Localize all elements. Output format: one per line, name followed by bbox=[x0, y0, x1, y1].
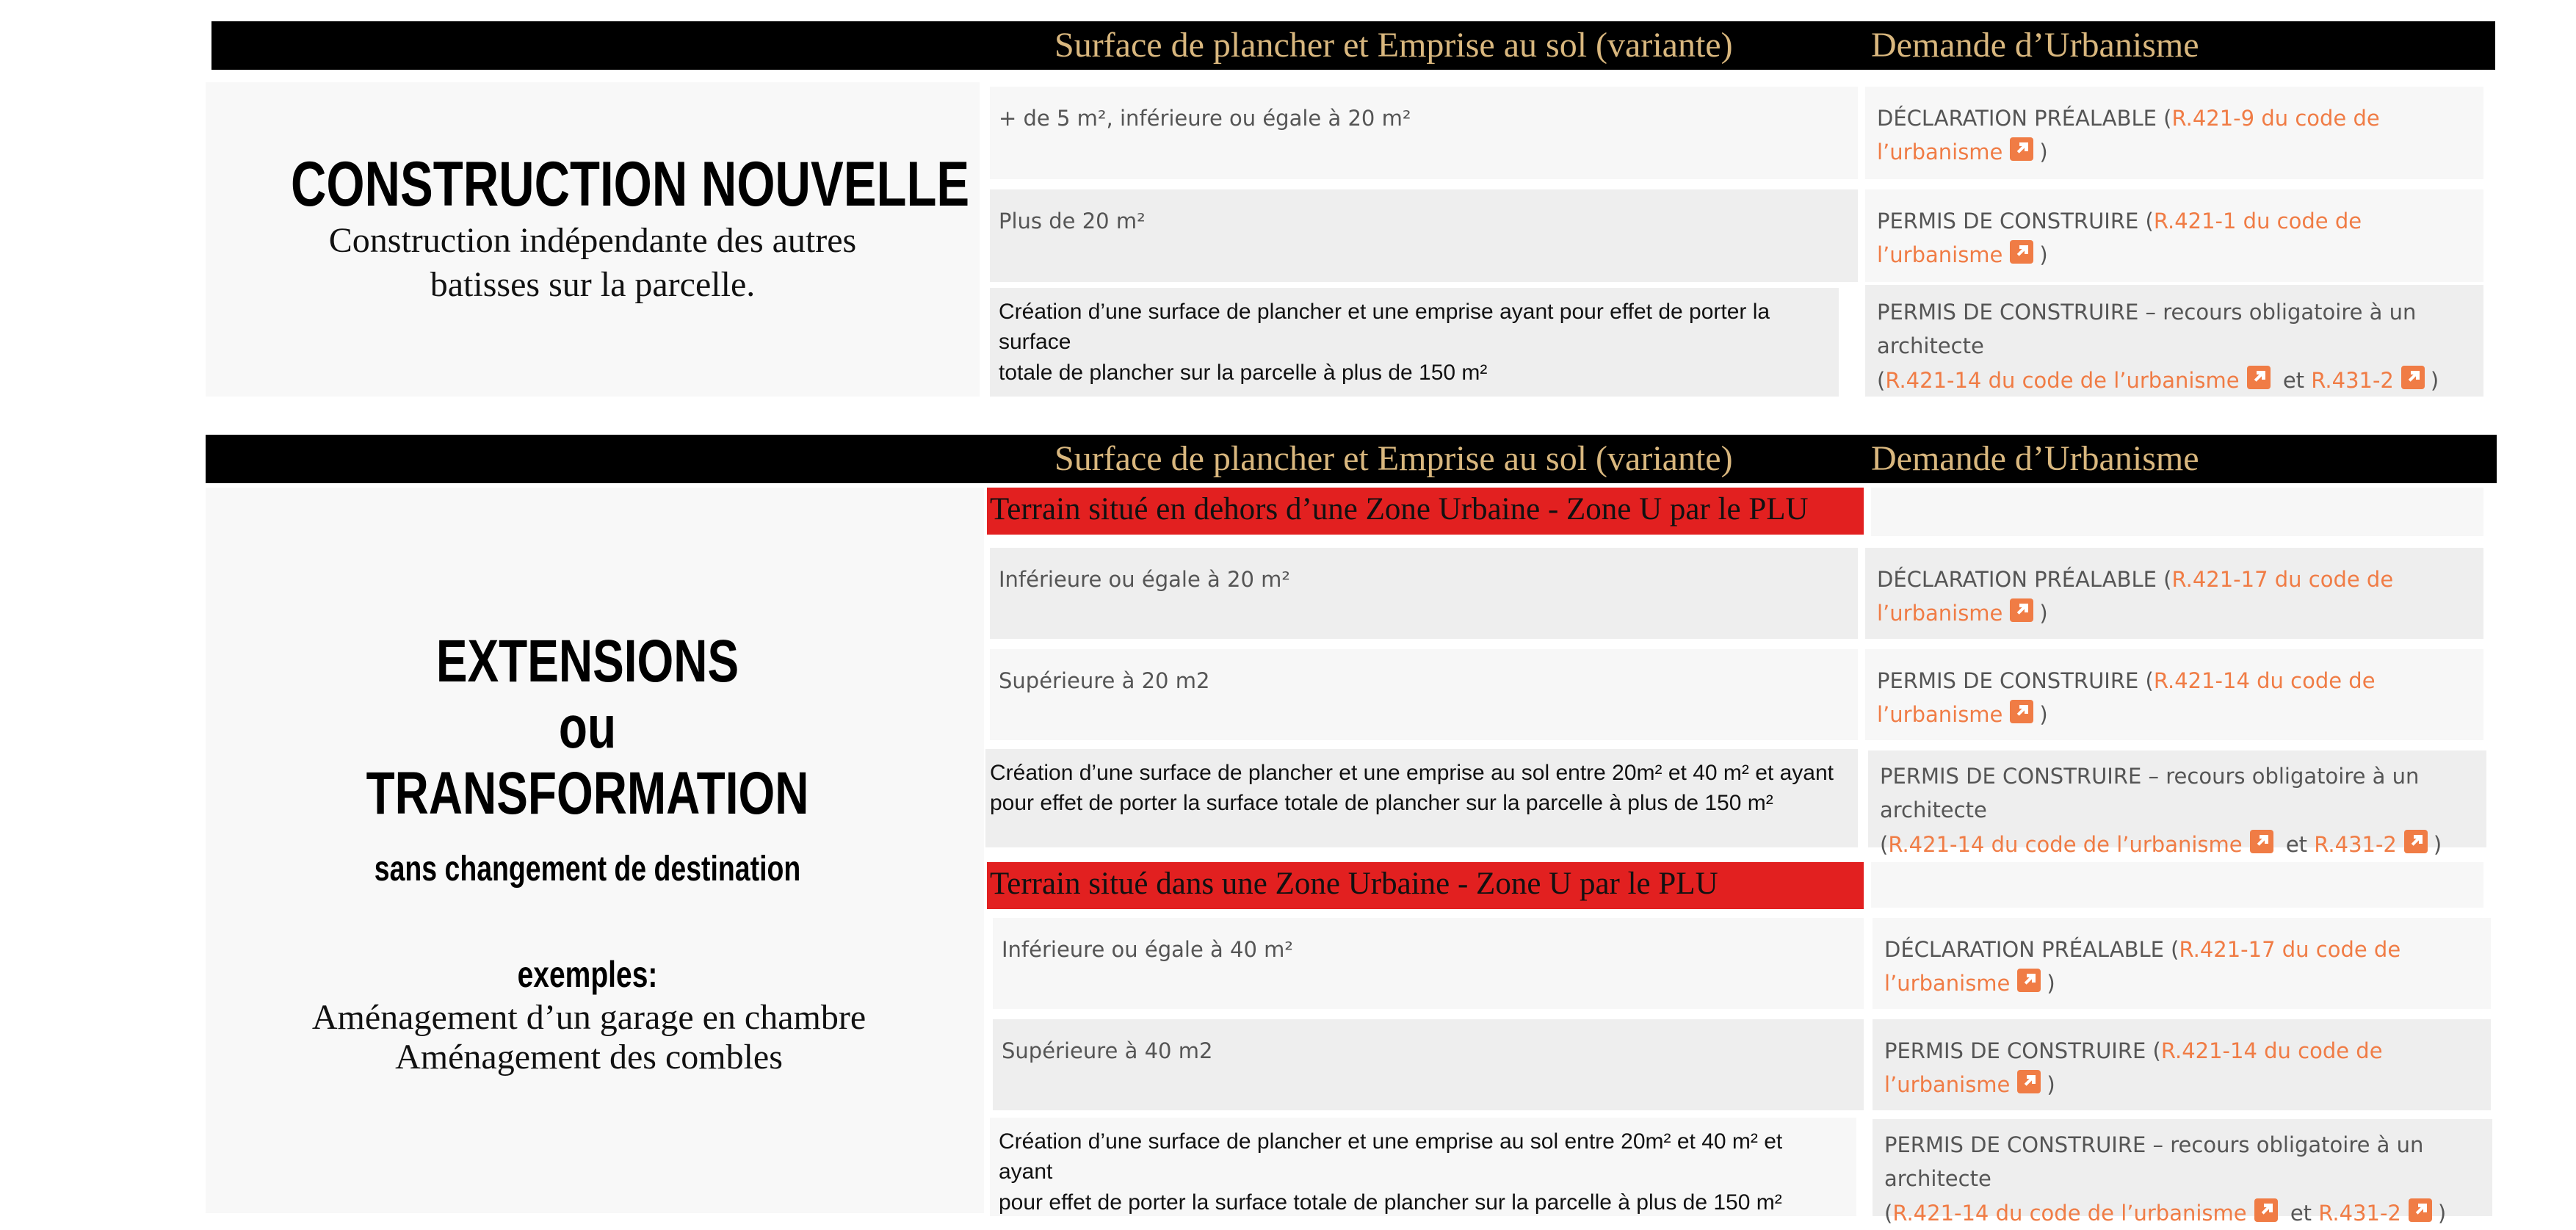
code-link[interactable]: R.421-14 du code de l’urbanisme bbox=[1885, 367, 2240, 393]
close-paren: ) bbox=[2433, 831, 2442, 857]
external-link-icon[interactable] bbox=[2254, 1198, 2278, 1222]
close-paren: ) bbox=[2430, 367, 2439, 393]
section2-example2: Aménagement des combles bbox=[395, 1038, 783, 1077]
surface-text-line2: pour effet de porter la surface totale de plancher sur la parcelle à plus de 150 m² bbox=[999, 1190, 1782, 1215]
outside-row3-surface bbox=[985, 749, 1858, 847]
code-link-2[interactable]: R.431-2 bbox=[2318, 1200, 2401, 1226]
zone-inside-banner: Terrain situé dans une Zone Urbaine - Zone U par le PLU bbox=[987, 862, 1864, 909]
section1-header-surface: Surface de plancher et Emprise au sol (variante) bbox=[1054, 26, 1733, 65]
section1-row1-demande bbox=[1865, 87, 2483, 179]
section2-example1: Aménagement d’un garage en chambre bbox=[311, 998, 866, 1037]
code-link[interactable]: R.421-14 du code de bbox=[2153, 668, 2376, 693]
zone-outside-banner: Terrain situé en dehors d’une Zone Urbaine - Zone U par le PLU bbox=[987, 488, 1864, 535]
open-paren: ( bbox=[1877, 367, 1886, 393]
surface-text: Inférieure ou égale à 20 m² bbox=[999, 567, 1290, 592]
section1-row2-surface bbox=[990, 189, 1858, 282]
demande-text: DÉCLARATION PRÉALABLE ( bbox=[1884, 937, 2179, 962]
close-paren: ) bbox=[2039, 140, 2048, 165]
demande-text: DÉCLARATION PRÉALABLE ( bbox=[1877, 106, 2172, 131]
section2-subtitle: sans changement de destination bbox=[374, 850, 801, 889]
section1-title: CONSTRUCTION NOUVELLE bbox=[290, 149, 970, 220]
inside-row2-surface bbox=[993, 1019, 1864, 1110]
demande-text: PERMIS DE CONSTRUIRE – recours obligatoire à un architecte bbox=[1884, 1132, 2424, 1192]
code-link-cont[interactable]: l’urbanisme bbox=[1877, 140, 2003, 165]
section2-title-line3: TRANSFORMATION bbox=[366, 760, 809, 827]
section1-header-demande: Demande d’Urbanisme bbox=[1871, 26, 2199, 65]
section2-header-surface: Surface de plancher et Emprise au sol (variante) bbox=[1054, 439, 1733, 478]
code-link-cont[interactable]: l’urbanisme bbox=[1884, 971, 2011, 996]
section1-row3-demande bbox=[1865, 285, 2483, 397]
external-link-icon[interactable] bbox=[2017, 1070, 2041, 1093]
surface-text: Inférieure ou égale à 40 m² bbox=[1002, 937, 1293, 962]
section1-subtitle-line1: Construction indépendante des autres bbox=[328, 221, 857, 260]
demande-text: PERMIS DE CONSTRUIRE ( bbox=[1884, 1038, 2161, 1063]
section2-examples-label: exemples: bbox=[517, 954, 658, 995]
close-paren: ) bbox=[2437, 1200, 2447, 1226]
surface-text-line2: pour effet de porter la surface totale de plancher sur la parcelle à plus de 150 m² bbox=[990, 791, 1773, 816]
open-paren: ( bbox=[1880, 831, 1889, 857]
surface-text-line1: Création d’une surface de plancher et une emprise au sol entre 20m² et 40 m² et ayant bbox=[990, 761, 1834, 785]
external-link-icon[interactable] bbox=[2010, 700, 2033, 723]
surface-text-line1: Création d’une surface de plancher et une emprise au sol entre 20m² et 40 m² et ayant bbox=[999, 1129, 1783, 1184]
surface-text-line1: Création d’une surface de plancher et une emprise ayant pour effet de porter la surface bbox=[999, 300, 1770, 355]
surface-text: Plus de 20 m² bbox=[999, 209, 1146, 234]
external-link-icon[interactable] bbox=[2010, 240, 2033, 264]
zone-outside-right-blank bbox=[1871, 488, 2483, 536]
code-link-cont[interactable]: l’urbanisme bbox=[1877, 702, 2003, 728]
surface-text: Supérieure à 40 m2 bbox=[1002, 1038, 1213, 1063]
demande-text: DÉCLARATION PRÉALABLE ( bbox=[1877, 567, 2172, 592]
section2-title-line2: ou bbox=[558, 694, 617, 761]
code-link[interactable]: R.421-14 du code de l’urbanisme bbox=[1888, 831, 2243, 857]
code-link[interactable]: R.421-17 du code de bbox=[2179, 937, 2401, 962]
et-text: et bbox=[2290, 1200, 2312, 1226]
outside-row2-demande bbox=[1865, 649, 2483, 740]
close-paren: ) bbox=[2039, 702, 2048, 728]
demande-text: PERMIS DE CONSTRUIRE – recours obligatoire à un architecte bbox=[1877, 300, 2417, 359]
et-text: et bbox=[2282, 367, 2305, 393]
code-link-2[interactable]: R.431-2 bbox=[2311, 367, 2394, 393]
demande-text: PERMIS DE CONSTRUIRE – recours obligatoire à un architecte bbox=[1880, 764, 2420, 823]
surface-text: Supérieure à 20 m2 bbox=[999, 668, 1210, 693]
external-link-icon[interactable] bbox=[2250, 830, 2273, 853]
zone-inside-right-blank bbox=[1871, 862, 2483, 908]
external-link-icon[interactable] bbox=[2247, 366, 2271, 389]
section1-subtitle-line2: batisses sur la parcelle. bbox=[430, 265, 756, 304]
external-link-icon[interactable] bbox=[2401, 366, 2425, 389]
outside-row1-surface bbox=[990, 548, 1858, 639]
inside-row3-surface bbox=[990, 1118, 1856, 1216]
close-paren: ) bbox=[2047, 1072, 2055, 1098]
section1-row3-surface bbox=[990, 288, 1839, 397]
surface-text-line2: totale de plancher sur la parcelle à plus de 150 m² bbox=[999, 360, 1488, 385]
open-paren: ( bbox=[1884, 1200, 1893, 1226]
et-text: et bbox=[2285, 831, 2308, 857]
code-link-cont[interactable]: l’urbanisme bbox=[1877, 242, 2003, 268]
outside-row2-surface bbox=[990, 649, 1858, 740]
surface-text: + de 5 m², inférieure ou égale à 20 m² bbox=[999, 106, 1411, 131]
code-link-cont[interactable]: l’urbanisme bbox=[1877, 601, 2003, 626]
code-link[interactable]: R.421-17 du code de bbox=[2171, 567, 2394, 592]
demande-text: PERMIS DE CONSTRUIRE ( bbox=[1877, 668, 2154, 693]
section2-title-line1: EXTENSIONS bbox=[435, 628, 739, 695]
code-link-cont[interactable]: l’urbanisme bbox=[1884, 1072, 2011, 1098]
close-paren: ) bbox=[2039, 601, 2048, 626]
code-link[interactable]: R.421-14 du code de l’urbanisme bbox=[1892, 1200, 2247, 1226]
demande-text: PERMIS DE CONSTRUIRE ( bbox=[1877, 209, 2154, 234]
code-link[interactable]: R.421-1 du code de bbox=[2153, 209, 2362, 234]
outside-row3-demande bbox=[1868, 750, 2486, 857]
section2-header-demande: Demande d’Urbanisme bbox=[1871, 439, 2199, 478]
inside-row3-demande bbox=[1873, 1119, 2492, 1226]
external-link-icon[interactable] bbox=[2010, 137, 2033, 161]
section1-row2-demande bbox=[1865, 189, 2483, 282]
external-link-icon[interactable] bbox=[2404, 830, 2428, 853]
inside-row2-demande bbox=[1873, 1019, 2491, 1110]
inside-row1-surface bbox=[993, 918, 1864, 1009]
code-link[interactable]: R.421-14 du code de bbox=[2160, 1038, 2383, 1063]
external-link-icon[interactable] bbox=[2409, 1198, 2432, 1222]
code-link-2[interactable]: R.431-2 bbox=[2314, 831, 2397, 857]
outside-row1-demande bbox=[1865, 548, 2483, 639]
close-paren: ) bbox=[2039, 242, 2048, 268]
close-paren: ) bbox=[2047, 971, 2055, 996]
section1-row1-surface bbox=[990, 87, 1858, 179]
inside-row1-demande bbox=[1873, 918, 2491, 1009]
external-link-icon[interactable] bbox=[2017, 969, 2041, 992]
external-link-icon[interactable] bbox=[2010, 598, 2033, 622]
code-link[interactable]: R.421-9 du code de bbox=[2171, 106, 2380, 131]
